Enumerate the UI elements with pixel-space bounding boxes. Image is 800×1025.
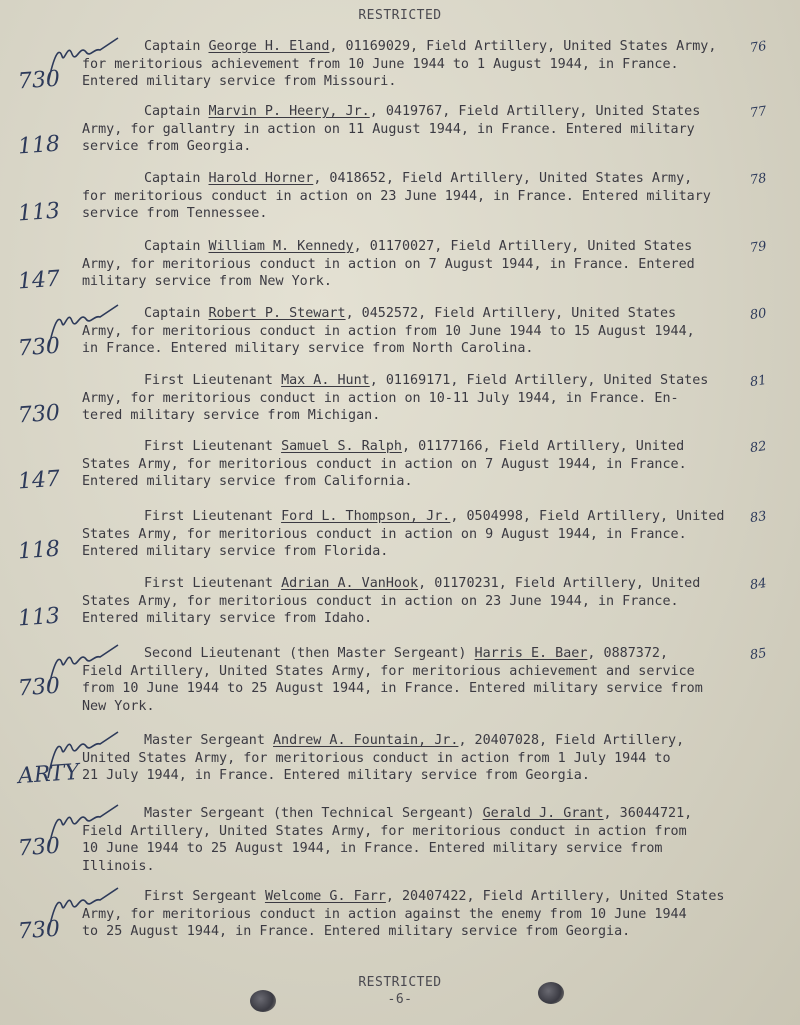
citation-line: 21 July 1944, in France. Entered military service from Georgia. <box>82 768 590 783</box>
rank-text: Captain <box>144 306 209 321</box>
citation-text <box>82 732 762 785</box>
soldier-name: Max A. Hunt <box>281 373 370 388</box>
serial-text: , 0504998, Field Artillery, United <box>450 509 725 524</box>
citation-text <box>82 888 762 941</box>
handwritten-right-number: 81 <box>749 372 768 391</box>
citation-entry <box>0 438 800 498</box>
handwritten-left-mark: 730 <box>17 66 61 95</box>
soldier-name: Harris E. Baer <box>474 646 588 661</box>
soldier-name: Gerald J. Grant <box>482 806 604 821</box>
citation-entry <box>0 732 800 792</box>
citation-line: service from Georgia. <box>82 139 252 154</box>
handwritten-signature <box>38 801 128 861</box>
citation-line: Army, for meritorious conduct in action on 10-11 July 1944, in France. En- <box>82 390 679 406</box>
rank-text: First Lieutenant <box>144 373 282 388</box>
rank-text: First Lieutenant <box>144 576 282 591</box>
serial-text: , 01177166, Field Artillery, United <box>402 439 685 454</box>
citation-line: States Army, for meritorious conduct in action on 23 June 1944, in France. <box>82 593 679 609</box>
page-number: -6- <box>387 992 413 1007</box>
handwritten-left-mark: 730 <box>17 400 61 429</box>
citation-text <box>82 575 762 628</box>
soldier-name: Adrian A. VanHook <box>281 576 419 591</box>
handwritten-left-mark: 730 <box>17 833 61 862</box>
handwritten-left-mark: 113 <box>17 198 61 227</box>
citation-line: Entered military service from Idaho. <box>82 611 373 626</box>
restricted-footer: RESTRICTED <box>358 975 442 990</box>
handwritten-left-mark: 730 <box>17 916 61 945</box>
rank-text: Second Lieutenant (then Master Sergeant) <box>144 646 475 661</box>
citation-entry <box>0 372 800 432</box>
rank-text: Master Sergeant <box>144 733 273 748</box>
serial-text: , 20407422, Field Artillery, United States <box>385 889 725 904</box>
serial-text: , 0419767, Field Artillery, United States <box>369 104 701 119</box>
citation-entry <box>0 645 800 714</box>
citation-text <box>82 103 762 156</box>
handwritten-left-mark: 118 <box>17 131 61 160</box>
citation-line: Entered military service from California. <box>82 474 413 489</box>
soldier-name: Marvin P. Heery, Jr. <box>208 104 370 119</box>
handwritten-left-mark: 118 <box>17 536 61 565</box>
citation-text <box>82 305 762 358</box>
handwritten-right-number: 85 <box>749 645 768 664</box>
handwritten-left-mark: 730 <box>17 673 61 702</box>
page-footer <box>0 975 800 1007</box>
citation-line: Field Artillery, United States Army, for meritorious conduct in action from <box>82 823 687 839</box>
rank-text: First Lieutenant <box>144 509 282 524</box>
citation-entry <box>0 103 800 163</box>
citation-line: in France. Entered military service from North Carolina. <box>82 341 534 356</box>
handwritten-right-number: 76 <box>749 38 768 57</box>
rank-text: First Sergeant <box>144 889 265 904</box>
soldier-name: Welcome G. Farr <box>264 889 386 904</box>
citation-line: Entered military service from Florida. <box>82 544 389 559</box>
handwritten-right-number: 82 <box>749 438 768 457</box>
citation-line: service from Tennessee. <box>82 206 268 221</box>
rank-text: Captain <box>144 39 209 54</box>
citation-line: Army, for meritorious conduct in action against the enemy from 10 June 1944 <box>82 906 687 922</box>
soldier-name: George H. Eland <box>208 39 330 54</box>
citation-entry <box>0 575 800 635</box>
citation-line: Army, for meritorious conduct in action on 7 August 1944, in France. Entered <box>82 256 695 272</box>
serial-text: , 01169029, Field Artillery, United States Army, <box>329 39 717 54</box>
handwritten-right-number: 79 <box>749 238 768 257</box>
handwritten-signature <box>38 884 128 944</box>
handwritten-signature <box>38 34 128 94</box>
serial-text: , 01170231, Field Artillery, United <box>418 576 701 591</box>
citation-entry <box>0 508 800 568</box>
citation-line: Entered military service from Missouri. <box>82 74 397 89</box>
citation-line: to 25 August 1944, in France. Entered military service from Georgia. <box>82 924 631 939</box>
handwritten-left-mark: 113 <box>17 603 61 632</box>
handwritten-right-number: 84 <box>749 575 768 594</box>
soldier-name: Andrew A. Fountain, Jr. <box>273 733 459 748</box>
citation-line: States Army, for meritorious conduct in action on 7 August 1944, in France. <box>82 456 687 472</box>
handwritten-left-mark: ARTY <box>17 759 81 790</box>
citation-text <box>82 372 762 425</box>
citation-line: New York. <box>82 698 155 714</box>
citation-entry <box>0 305 800 365</box>
rank-text: First Lieutenant <box>144 439 282 454</box>
citation-entry <box>0 170 800 230</box>
handwritten-signature <box>38 301 128 361</box>
citation-text <box>82 805 762 875</box>
citation-text <box>82 170 762 223</box>
citation-text <box>82 238 762 291</box>
serial-text: , 01169171, Field Artillery, United States <box>369 373 709 388</box>
serial-text: , 0418652, Field Artillery, United States Army, <box>313 171 693 186</box>
citation-line: for meritorious achievement from 10 June 1944 to 1 August 1944, in France. <box>82 56 679 72</box>
citation-line: Army, for gallantry in action on 11 August 1944, in France. Entered military <box>82 121 695 137</box>
citation-line: States Army, for meritorious conduct in action on 9 August 1944, in France. <box>82 526 687 542</box>
serial-text: , 0452572, Field Artillery, United States <box>345 306 677 321</box>
handwritten-left-mark: 730 <box>17 333 61 362</box>
serial-text: , 01170027, Field Artillery, United States <box>353 239 693 254</box>
rank-text: Captain <box>144 104 209 119</box>
citation-line: tered military service from Michigan. <box>82 408 381 423</box>
citation-entry <box>0 888 800 948</box>
serial-text: , 0887372, <box>587 646 669 661</box>
serial-text: , 36044721, <box>603 806 693 821</box>
citation-entry <box>0 805 800 874</box>
citation-line: Field Artillery, United States Army, for meritorious achievement and service <box>82 663 695 679</box>
handwritten-left-mark: 147 <box>17 266 61 295</box>
citation-line: Illinois. <box>82 858 155 874</box>
handwritten-signature <box>38 728 128 788</box>
citation-line: 10 June 1944 to 25 August 1944, in France. Entered military service from <box>82 841 663 856</box>
handwritten-left-mark: 147 <box>17 466 61 495</box>
handwritten-right-number: 83 <box>749 508 768 527</box>
soldier-name: William M. Kennedy <box>208 239 354 254</box>
soldier-name: Robert P. Stewart <box>208 306 346 321</box>
citation-line: military service from New York. <box>82 274 332 289</box>
rank-text: Master Sergeant (then Technical Sergeant) <box>144 806 483 821</box>
soldier-name: Ford L. Thompson, Jr. <box>281 509 451 524</box>
citation-line: for meritorious conduct in action on 23 June 1944, in France. Entered military <box>82 188 711 204</box>
citation-line: United States Army, for meritorious conduct in action from 1 July 1944 to <box>82 750 671 766</box>
citation-line: Army, for meritorious conduct in action from 10 June 1944 to 15 August 1944, <box>82 323 695 339</box>
citation-text <box>82 645 762 715</box>
citation-text <box>82 438 762 491</box>
citation-text <box>82 508 762 561</box>
citation-text <box>82 38 762 91</box>
citation-entry <box>0 38 800 98</box>
handwritten-right-number: 78 <box>749 170 768 189</box>
handwritten-signature <box>38 641 128 701</box>
citation-line: from 10 June 1944 to 25 August 1944, in France. Entered military service from <box>82 681 703 696</box>
rank-text: Captain <box>144 239 209 254</box>
restricted-header: RESTRICTED <box>358 8 442 23</box>
rank-text: Captain <box>144 171 209 186</box>
handwritten-right-number: 77 <box>749 103 768 122</box>
soldier-name: Samuel S. Ralph <box>281 439 402 454</box>
soldier-name: Harold Horner <box>208 171 314 186</box>
handwritten-right-number: 80 <box>749 305 768 324</box>
serial-text: , 20407028, Field Artillery, <box>458 733 685 748</box>
citation-entry <box>0 238 800 298</box>
